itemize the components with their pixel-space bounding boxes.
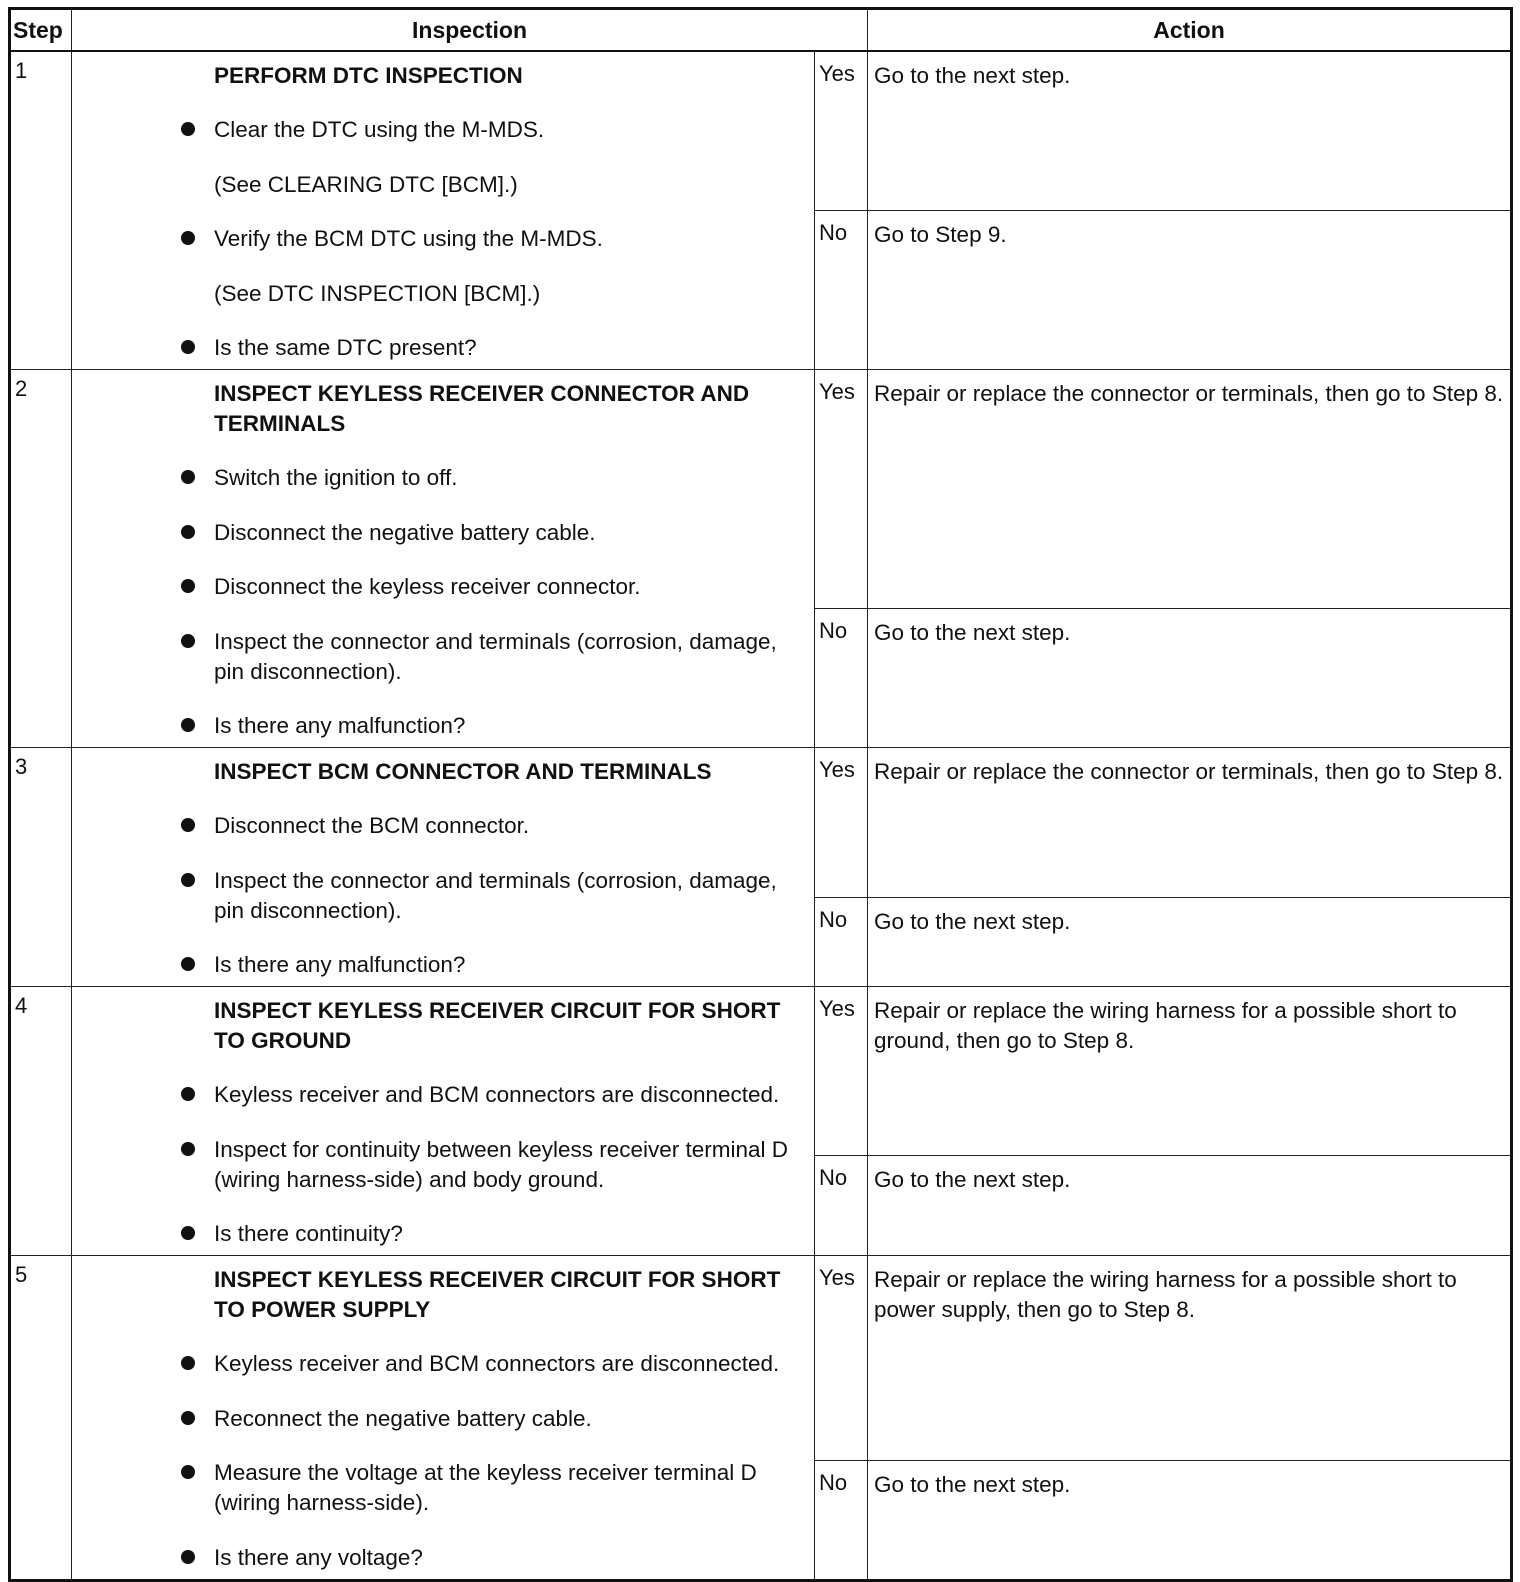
inspection-bullet — [214, 1458, 790, 1518]
step-number: 4 — [10, 987, 72, 1256]
inspection-bullet — [214, 224, 790, 254]
yes-action: Repair or replace the wiring harness for a possible short to power supply, then go to Step 8. — [868, 1256, 1512, 1461]
bullet-text: Switch the ignition to off. — [214, 465, 458, 490]
bullet-icon — [181, 525, 195, 539]
step-number: 5 — [10, 1256, 72, 1581]
bullet-text: Disconnect the keyless receiver connector. — [214, 574, 641, 599]
inspection-bullet — [214, 627, 790, 687]
inspection-bullet — [214, 1135, 790, 1195]
bullet-text: Is there any malfunction? — [214, 713, 466, 738]
inspection-cell — [72, 987, 815, 1256]
inspection-bullet — [214, 1349, 790, 1379]
inspection-bullet — [214, 1080, 790, 1110]
no-label: No — [815, 211, 868, 370]
header-action: Action — [868, 9, 1512, 52]
inspection-title: INSPECT KEYLESS RECEIVER CIRCUIT FOR SHORT TO POWER SUPPLY — [214, 1267, 781, 1322]
bullet-icon — [181, 1411, 195, 1425]
bullet-text: Verify the BCM DTC using the M-MDS. — [214, 226, 603, 251]
bullet-icon — [181, 122, 195, 136]
yes-action: Repair or replace the connector or terminals, then go to Step 8. — [868, 370, 1512, 609]
inspection-cell — [72, 51, 815, 370]
bullet-text: Is there any malfunction? — [214, 952, 466, 977]
inspection-cell — [72, 370, 815, 748]
bullet-icon — [181, 1226, 195, 1240]
bullet-icon — [181, 1142, 195, 1156]
no-label: No — [815, 1155, 868, 1255]
inspection-bullet — [214, 572, 790, 602]
inspection-bullet — [214, 115, 790, 145]
yes-label: Yes — [815, 748, 868, 898]
bullet-icon — [181, 818, 195, 832]
header-inspection: Inspection — [72, 9, 868, 52]
inspection-bullet — [214, 463, 790, 493]
inspection-bullet — [214, 1404, 790, 1434]
step-number: 2 — [10, 370, 72, 748]
yes-action: Repair or replace the connector or terminals, then go to Step 8. — [868, 748, 1512, 898]
bullet-icon — [181, 1465, 195, 1479]
no-action: Go to the next step. — [868, 897, 1512, 986]
inspection-reference: (See DTC INSPECTION [BCM].) — [214, 280, 541, 306]
table-row — [10, 987, 1512, 1156]
table-row — [10, 51, 1512, 211]
inspection-bullet — [214, 950, 790, 980]
bullet-icon — [181, 718, 195, 732]
no-action: Go to Step 9. — [868, 211, 1512, 370]
bullet-text: Inspect for continuity between keyless receiver terminal D (wiring harness-side) and body ground. — [214, 1136, 789, 1192]
bullet-text: Keyless receiver and BCM connectors are disconnected. — [214, 1082, 780, 1107]
inspection-table — [8, 7, 1513, 1582]
no-action: Go to the next step. — [868, 1460, 1512, 1580]
bullet-icon — [181, 1550, 195, 1564]
yes-label: Yes — [815, 1256, 868, 1461]
bullet-icon — [181, 231, 195, 245]
inspection-title: INSPECT KEYLESS RECEIVER CIRCUIT FOR SHORT TO GROUND — [214, 998, 781, 1053]
yes-action: Go to the next step. — [868, 51, 1512, 211]
inspection-bullet — [214, 1219, 790, 1249]
inspection-bullet — [214, 866, 790, 926]
bullet-icon — [181, 470, 195, 484]
header-row — [10, 9, 1512, 52]
bullet-icon — [181, 634, 195, 648]
bullet-icon — [181, 873, 195, 887]
inspection-title: INSPECT KEYLESS RECEIVER CONNECTOR AND TERMINALS — [214, 381, 750, 436]
bullet-text: Inspect the connector and terminals (corrosion, damage, pin disconnection). — [214, 867, 777, 923]
inspection-bullet — [214, 333, 790, 363]
bullet-icon — [181, 1356, 195, 1370]
bullet-icon — [181, 579, 195, 593]
no-label: No — [815, 1460, 868, 1580]
header-step: Step — [10, 9, 72, 52]
yes-label: Yes — [815, 370, 868, 609]
bullet-text: Measure the voltage at the keyless receiver terminal D (wiring harness-side). — [214, 1460, 757, 1515]
inspection-cell — [72, 748, 815, 987]
bullet-text: Clear the DTC using the M-MDS. — [214, 117, 545, 142]
inspection-bullet — [214, 518, 790, 548]
yes-label: Yes — [815, 51, 868, 211]
inspection-reference: (See CLEARING DTC [BCM].) — [214, 171, 518, 197]
no-label: No — [815, 897, 868, 986]
inspection-cell — [72, 1256, 815, 1581]
bullet-icon — [181, 957, 195, 971]
bullet-text: Keyless receiver and BCM connectors are disconnected. — [214, 1351, 780, 1376]
bullet-text: Is the same DTC present? — [214, 335, 477, 360]
table-row — [10, 370, 1512, 609]
bullet-icon — [181, 1087, 195, 1101]
bullet-text: Disconnect the negative battery cable. — [214, 519, 596, 545]
inspection-bullet — [214, 811, 790, 841]
no-action: Go to the next step. — [868, 1155, 1512, 1255]
bullet-text: Is there any voltage? — [214, 1544, 423, 1570]
bullet-icon — [181, 340, 195, 354]
bullet-text: Reconnect the negative battery cable. — [214, 1405, 592, 1431]
inspection-title: PERFORM DTC INSPECTION — [214, 63, 523, 88]
bullet-text: Inspect the connector and terminals (corrosion, damage, pin disconnection). — [214, 628, 777, 684]
no-label: No — [815, 608, 868, 747]
inspection-bullet — [214, 711, 790, 741]
inspection-title: INSPECT BCM CONNECTOR AND TERMINALS — [214, 759, 712, 784]
inspection-bullet — [214, 1543, 790, 1573]
table-row — [10, 1256, 1512, 1461]
step-number: 3 — [10, 748, 72, 987]
yes-label: Yes — [815, 987, 868, 1156]
yes-action: Repair or replace the wiring harness for a possible short to ground, then go to Step 8. — [868, 987, 1512, 1156]
bullet-text: Disconnect the BCM connector. — [214, 813, 530, 838]
bullet-text: Is there continuity? — [214, 1221, 403, 1246]
step-number: 1 — [10, 51, 72, 370]
table-row — [10, 748, 1512, 898]
no-action: Go to the next step. — [868, 608, 1512, 747]
